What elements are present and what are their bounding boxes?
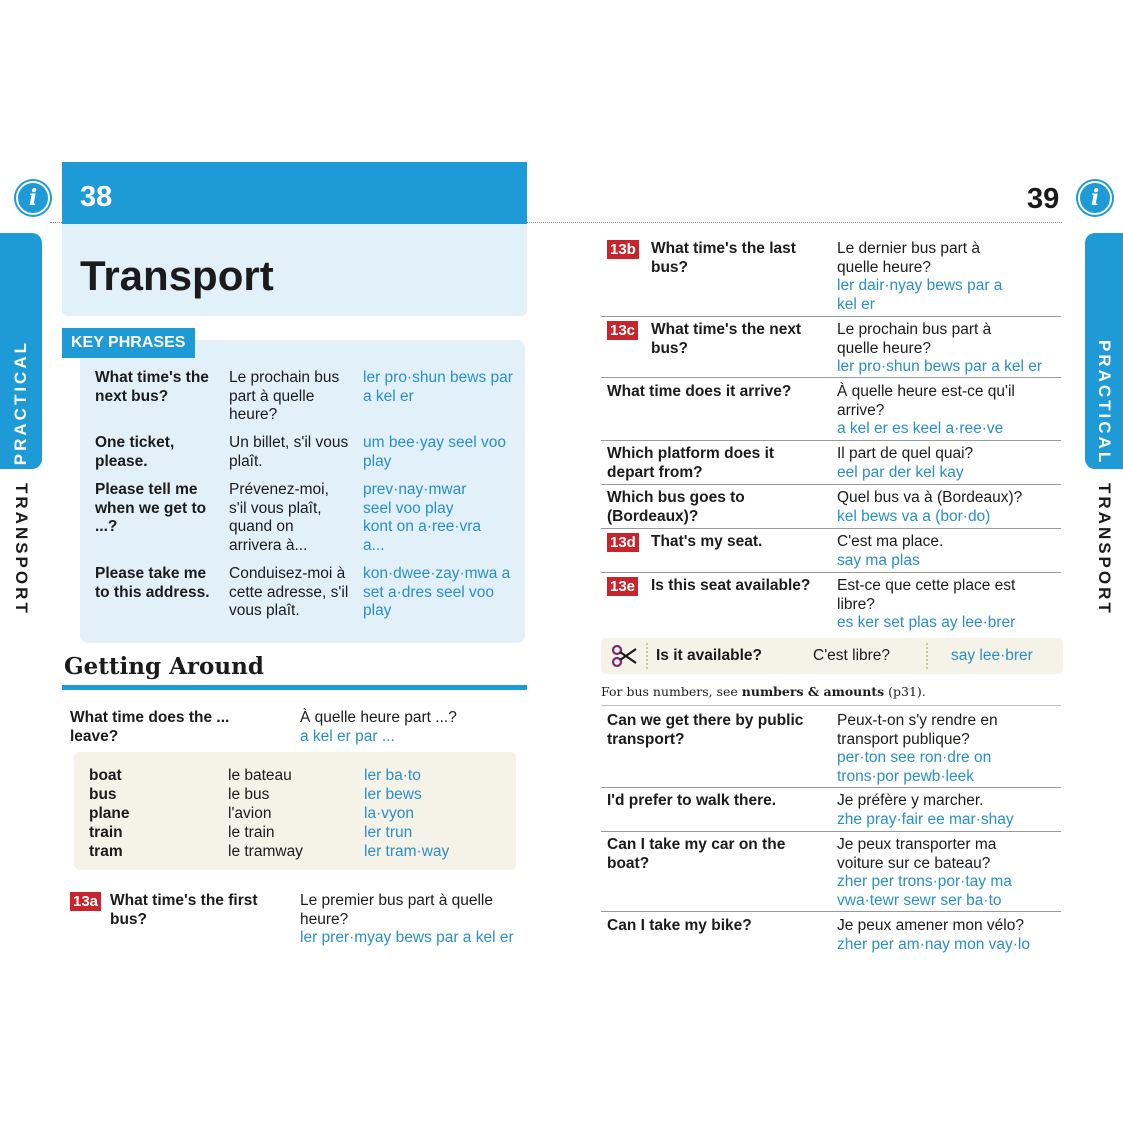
row-separator [601,911,1061,912]
phrase-french: Le dernier bus part à quelle heure? [837,240,981,276]
phrase-french: Peux-t-on s'y rendre en transport publique? [837,712,998,748]
page-number-bar [62,162,527,224]
side-tab-label: PRACTICAL [11,340,30,466]
row-separator [601,484,1061,485]
phrase-french: Prévenez-moi, s'il vous plaît, quand on arrivera à... [229,481,329,554]
list-item: ler trun [364,824,413,841]
phrase-english [607,240,832,277]
phrase-pronunciation: ler pro·shun bews par a kel er [837,358,1043,375]
list-item: ler bews [364,786,422,803]
phrase-pronunciation: es ker set plas ay lee·brer [837,614,1016,631]
phrase-french: À quelle heure est-ce qu'il arrive? [837,383,1015,419]
phrase-french: C'est libre? [813,647,891,664]
side-tab-label: TRANSPORT [1095,483,1114,616]
section-rule [62,685,527,690]
phrase-english [70,892,290,929]
row-separator [601,440,1061,441]
list-item: ler ba·to [364,767,421,784]
list-item: le tramway [228,843,303,860]
phrase-english: One ticket, please. [95,434,175,470]
divider [527,222,1062,223]
phrase-pronunciation: a kel er par ... [300,728,395,745]
list-item: le bus [228,786,270,803]
phrase-pronunciation: ler pro·shun bews par a kel er [363,369,513,405]
list-item: plane [89,805,130,822]
note-text: (p31). [884,684,926,699]
list-item: la·vyon [364,805,414,822]
phrase-french: Je peux amener mon vélo? [837,917,1024,934]
phrase-pronunciation: kon·dwee·zay·mwa a set a·dres seel voo play [363,565,511,619]
phrase-french: Je peux transporter ma voiture sur ce bateau? [837,836,997,872]
note-text: For bus numbers, see [601,684,742,699]
phrase-english-text: What time's the last bus? [651,240,796,276]
side-tab-label: PRACTICAL [1095,340,1114,466]
audio-track-badge: 13d [607,533,639,552]
phrase-french: Le premier bus part à quelle heure? [300,892,494,928]
phrase-english [607,321,832,358]
list-item: le bateau [228,767,292,784]
divider [50,222,62,223]
list-item: tram [89,843,123,860]
phrase-pronunciation: ler prer·myay bews par a kel er [300,929,514,946]
phrase-pronunciation: per·ton see ron·dre on trons·por pewb·leek [837,749,992,785]
info-icon: i [1078,181,1112,215]
scissors-icon [611,643,637,669]
phrase-pronunciation: um bee·yay seel voo play [363,434,507,470]
audio-track-badge: 13b [607,240,639,259]
divider [926,643,928,669]
list-item: train [89,824,123,841]
phrase-pronunciation: zhe pray·fair ee mar·shay [837,811,1014,828]
phrase-english-text: What time's the first bus? [110,892,258,928]
phrase-pronunciation: say ma plas [837,552,920,569]
phrase-pronunciation: ler dair·nyay bews par a kel er [837,277,1003,313]
phrase-pronunciation: zher per trons·por·tay ma vwa·tewr sewr ser ba·to [837,873,1012,909]
phrase-english: What time does the ... leave? [70,709,230,745]
phrase-english: Is it available? [656,647,762,664]
cross-reference-link: numbers & amounts [741,684,885,699]
phrase-pronunciation: zher per am·nay mon vay·lo [837,936,1030,953]
list-item: le train [228,824,275,841]
phrase-french: À quelle heure part ...? [300,709,457,726]
audio-track-badge: 13c [607,321,638,340]
row-separator [601,705,1061,706]
section-title: Getting Around [64,653,264,680]
phrase-english-text: Is this seat available? [651,577,811,594]
phrase-pronunciation: say lee·brer [951,647,1033,664]
phrase-english: Please tell me when we get to ...? [95,481,207,535]
phrase-french: Est-ce que cette place est libre? [837,577,1016,613]
page-number: 39 [1027,183,1060,215]
row-separator [601,528,1061,529]
phrase-english: Which platform does it depart from? [607,445,775,481]
phrase-english: What time does it arrive? [607,383,792,400]
phrase-english: What time's the next bus? [95,369,209,405]
list-item: l'avion [228,805,272,822]
page-title: Transport [80,252,274,299]
phrase-english-text: That's my seat. [651,533,763,550]
divider [646,643,648,669]
phrase-pronunciation: a kel er es keel a·ree·ve [837,420,1004,437]
phrase-english: I'd prefer to walk there. [607,792,777,809]
vehicle-list-pronunciation [364,766,449,861]
phrase-english [607,577,832,596]
list-item: boat [89,767,122,784]
phrase-english: Can I take my car on the boat? [607,836,786,872]
list-item: bus [89,786,117,803]
phrase-english-text: What time's the next bus? [651,321,802,357]
phrase-english: Can I take my bike? [607,917,752,934]
vehicle-list-english [89,766,129,861]
cross-reference-note [601,684,926,699]
phrase-french: Le prochain bus part à quelle heure? [837,321,992,357]
phrase-pronunciation: eel par der kel kay [837,464,964,481]
phrase-pronunciation: prev·nay·mwar seel voo play kont on a·ree·vra a... [363,481,482,554]
audio-track-badge: 13e [607,577,638,596]
side-tab-label: TRANSPORT [12,483,31,616]
phrase-pronunciation: kel bews va a (bor·do) [837,508,991,525]
row-separator [601,572,1061,573]
phrase-french: Il part de quel quai? [837,445,974,462]
phrase-english: Can we get there by public transport? [607,712,804,748]
vehicle-list-french [228,766,303,861]
phrase-french: Conduisez-moi à cette adresse, s'il vous plaît. [229,565,349,619]
phrase-english [607,533,832,552]
info-icon: i [16,181,50,215]
row-separator [601,316,1061,317]
row-separator [601,787,1061,788]
phrase-french: Le prochain bus part à quelle heure? [229,369,340,423]
phrase-french: C'est ma place. [837,533,944,550]
row-separator [601,377,1061,378]
phrase-english: Please take me to this address. [95,565,210,601]
audio-track-badge: 13a [70,892,101,911]
phrase-french: Je préfère y marcher. [837,792,984,809]
cut-out-phrase-box [601,638,1063,674]
key-phrases-label: KEY PHRASES [62,328,195,358]
page-number: 38 [80,181,113,213]
row-separator [601,831,1061,832]
phrase-french: Quel bus va à (Bordeaux)? [837,489,1023,506]
phrase-english: Which bus goes to (Bordeaux)? [607,489,745,525]
list-item: ler tram·way [364,843,450,860]
phrase-french: Un billet, s'il vous plaît. [229,434,349,470]
